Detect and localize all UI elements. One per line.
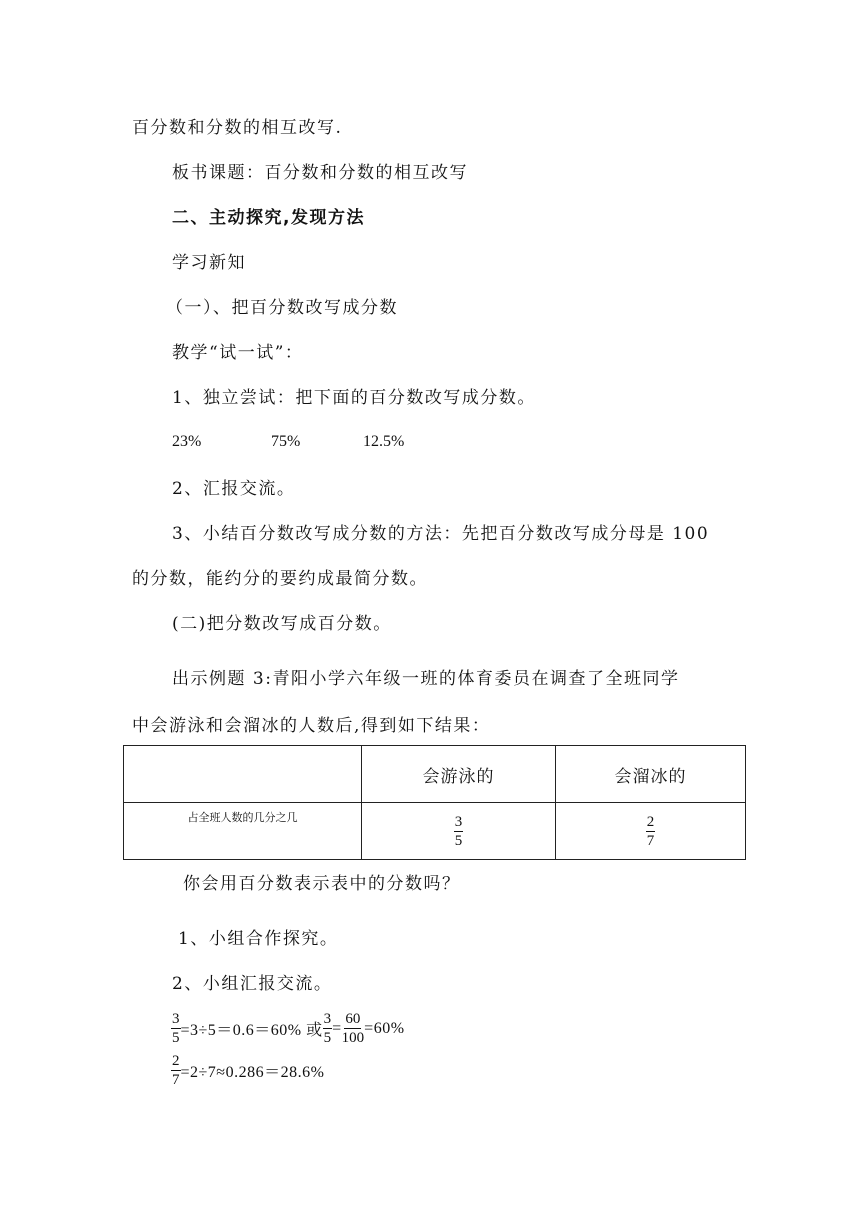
table-header-swim: 会游泳的 (362, 746, 556, 803)
subsection-heading: (二)把分数改写成百分数。 (172, 614, 392, 634)
text-line: 2、汇报交流。 (172, 479, 296, 499)
result-table (123, 745, 746, 860)
fraction: $\frac{2}{7}$ (646, 813, 655, 849)
equation-line: $\frac{2}{7}$ =2÷7≈0.286＝28.6% (172, 1053, 325, 1088)
text-line: 出示例题 3:青阳小学六年级一班的体育委员在调查了全班同学 (172, 669, 680, 689)
table-cell-swim (362, 803, 556, 860)
subsection-heading: （一）、把百分数改写成分数 (166, 298, 398, 318)
table-cell-skate (556, 803, 746, 860)
text-line: 1、独立尝试：把下面的百分数改写成分数。 (172, 388, 536, 408)
fraction: $\frac{2}{7}$ (172, 1053, 180, 1088)
text-line: 学习新知 (172, 253, 246, 273)
text-line: 的分数，能约分的要约成最简分数。 (132, 569, 428, 589)
table-corner-cell (124, 746, 362, 803)
percent-value: 75% (271, 433, 301, 450)
table-header-skate: 会溜冰的 (556, 746, 746, 803)
fraction: $\frac{3}{5}$ (323, 1011, 332, 1046)
fraction: $\frac{60}{100}$ (341, 1011, 365, 1046)
text-line: 你会用百分数表示表中的分数吗？ (183, 874, 461, 894)
table-row-label: 占全班人数的几分之几 (124, 803, 362, 860)
text-line: 百分数和分数的相互改写. (132, 118, 343, 138)
equation-line: $\frac{3}{5}$ =3÷5＝0.6＝60% 或 $\frac{3}{5}$ = $\frac{60}{100}$ =60% (172, 1011, 405, 1046)
text-line: 板书课题：百分数和分数的相互改写 (172, 163, 468, 183)
percent-value: 23% (172, 433, 202, 450)
text-line: 3、小结百分数改写成分数的方法：先把百分数改写成分母是 100 (172, 524, 710, 544)
percent-value: 12.5% (363, 433, 405, 450)
fraction: $\frac{3}{5}$ (454, 813, 463, 849)
text-line: 2、小组汇报交流。 (172, 974, 333, 994)
fraction: $\frac{3}{5}$ (172, 1011, 180, 1046)
text-line: 教学“试一试”： (172, 343, 304, 363)
section-heading: 二、主动探究,发现方法 (172, 208, 365, 228)
text-line: 1、小组合作探究。 (178, 929, 339, 949)
text-line: 中会游泳和会溜冰的人数后,得到如下结果： (132, 716, 491, 736)
